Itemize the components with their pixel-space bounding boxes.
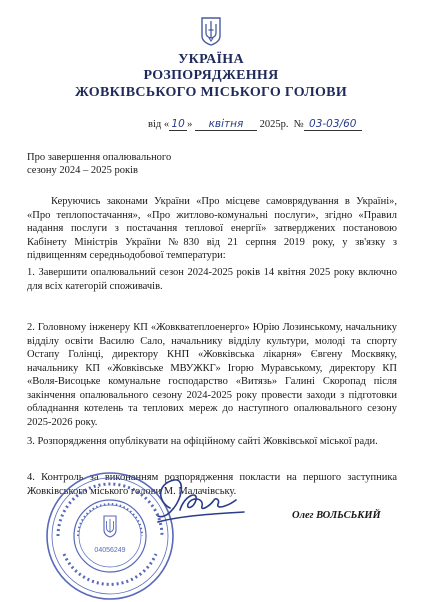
date-prefix: від « — [148, 119, 170, 130]
handwritten-signature-icon — [140, 470, 250, 530]
stamp-code: 04056249 — [94, 547, 126, 554]
paragraph-3: 3. Розпорядження опублікувати на офіційному сайті Жовківської міської ради. — [27, 436, 378, 447]
date-year: 2025р. — [256, 119, 289, 130]
date-month: квітня — [195, 118, 257, 131]
number-label: № — [293, 119, 304, 130]
heading-country: УКРАЇНА — [178, 52, 244, 67]
paragraph-1: 1. Завершити опалювальний сезон 2024-2025 років 14 квітня 2025 року включно для всіх категорій споживачів. — [27, 267, 397, 292]
paragraph-2: 2. Головному інженеру КП «Жовкватеплоенерго» Юрію Лозинському, начальнику відділу освіти Василю Сало, начальнику відділу культури, молоді та спорту Остапу Голінці, директору КНП «Жовківська лікарня» Євгену Москвяку, начальнику КП «Жовківське МВУЖКГ» Ігорю Муравському, директору КП «Воля-Висоцьке комунальне господарство «Витязь» Галині Скоропад після закінчення опалювального сезону 2024-2025 року провести заходи з підготовки обладнання котелень та теплових мереж до наступного опалювального сезону 2025-2026 року. — [27, 322, 397, 428]
date-and-number-line — [148, 118, 362, 131]
heading-issuer: ЖОВКІВСЬКОГО МІСЬКОГО ГОЛОВИ — [74, 85, 348, 100]
signer-name: Олег ВОЛЬСЬКИЙ — [292, 510, 381, 521]
coat-of-arms-icon — [200, 16, 222, 46]
document-number: 03-03/60 — [304, 118, 362, 131]
document-subject — [27, 151, 171, 177]
heading-document-type: РОЗПОРЯДЖЕННЯ — [143, 68, 279, 83]
paragraph-4: 4. Контроль за виконанням розпорядження покласти на першого заступника Жовківського міського голови М. Малачівську. — [27, 472, 397, 497]
intro-paragraph: Керуючись законами України «Про місцеве самоврядування в Україні», «Про теплопостачання», «Про житлово-комунальні послуги», згідно «Правил надання послуги з постачання теплової енергії» затверджених постановою Кабінету Міністрів України №830 від 21 серпня 2019 року, у зв'язку з підвищенням середньодобової температури: — [27, 196, 397, 261]
subject-line-2: сезону 2024 – 2025 років — [27, 165, 139, 176]
date-mid: » — [187, 119, 195, 130]
date-day: 10 — [169, 118, 187, 131]
subject-line-1: Про завершення опалювального — [27, 152, 172, 163]
